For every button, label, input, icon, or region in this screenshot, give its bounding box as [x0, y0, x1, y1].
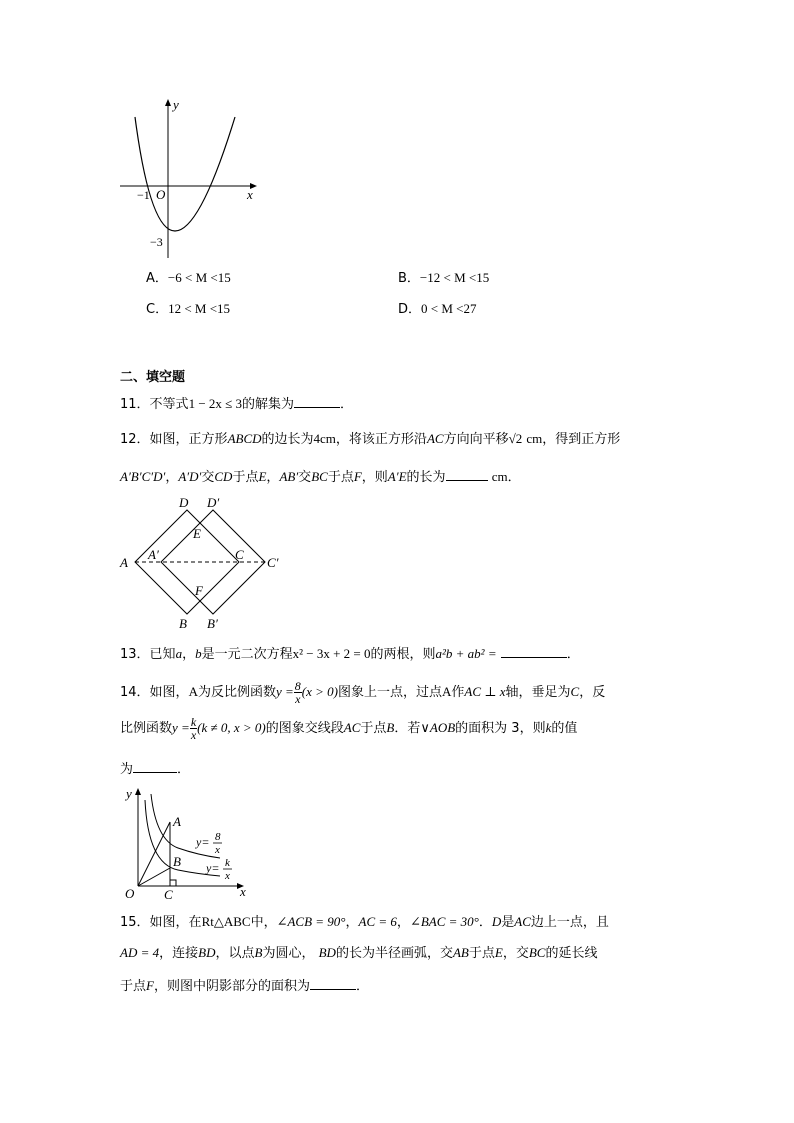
label-a: A [120, 555, 128, 570]
option-a[interactable] [146, 270, 231, 287]
option-d[interactable] [398, 301, 477, 318]
label-b: B [179, 616, 187, 631]
hyperbola-figure [118, 782, 258, 902]
q13-expression: a²b + ab² = [435, 646, 497, 661]
question-11 [120, 395, 353, 413]
question-14-line3: 为 ． [120, 762, 191, 777]
label-b: B [173, 854, 181, 869]
origin-label: O [156, 187, 166, 202]
label-c: C [164, 887, 173, 902]
question-14-line2: 比例函数y = $\frac{k}{x}$ (k ≠ 0, x > 0)的图象交线段AC于点B．若∨AOB的面积为 3，则k的值 [120, 715, 578, 742]
label-y2-den: x [225, 870, 230, 882]
q11-end: ． [340, 397, 354, 412]
q12-ac: AC [426, 431, 444, 446]
q11-inequality: 1 − 2x ≤ 3 [188, 396, 243, 411]
parabola-curve [135, 117, 235, 231]
label-c: C [235, 547, 244, 562]
question-15-line2: AD = 4，连接BD，以点B为圆心， BD的长为半径画弧，交AB于点E，交BC的延长线 [120, 945, 598, 961]
q11-answer-blank[interactable] [294, 395, 340, 408]
option-d-label: D． [398, 302, 422, 317]
question-12-line1 [120, 431, 620, 448]
label-y1-num: 8 [215, 831, 221, 843]
label-a: A [173, 814, 181, 829]
tick-neg3: −3 [150, 235, 163, 249]
label-d: D [179, 495, 189, 510]
origin-label: O [125, 886, 135, 901]
option-d-expr: 0 < M <27 [421, 301, 477, 316]
question-13: 13．已知a，b是一元二次方程x² − 3x + 2 = 0的两根，则a²b + ab² = ． [120, 646, 580, 662]
question-12-line2: A′B′C′D′，A′D′交CD于点E，AB′交BC于点F，则A′E的长为 cm． [120, 469, 521, 485]
squares-figure [115, 492, 295, 632]
q13-answer-blank[interactable] [501, 645, 567, 658]
q12-new-square: A′B′C′D′ [120, 469, 166, 484]
question-15-line1: 15．如图，在Rt△ABC中，∠ACB = 90°，AC = 6，∠BAC = 30°．D是AC边上一点，且 [120, 914, 609, 930]
q14-fraction-8-over-x: $\frac{8}{x}$ [294, 679, 301, 706]
question-15-line3: 于点F，则图中阴影部分的面积为 ． [120, 978, 369, 994]
q12-text: 如图，正方形 [149, 432, 228, 447]
y-axis-arrow [135, 788, 141, 795]
q12-shift: √2 [508, 431, 523, 446]
option-c-expr: 12 < M <15 [168, 301, 231, 316]
option-a-label: A． [146, 271, 168, 286]
q11-text1: 不等式 [149, 397, 189, 412]
y-axis-arrow [165, 99, 171, 106]
right-angle-mark [170, 880, 176, 886]
q11-number: 11． [120, 397, 150, 412]
y-axis-label: y [173, 97, 179, 112]
label-y1-den: x [215, 844, 220, 856]
q11-text2: 的解集为 [242, 397, 295, 412]
parabola-figure [115, 95, 265, 265]
q12-text: 的边长为 [261, 432, 314, 447]
q13-equation: x² − 3x + 2 = 0 [292, 646, 371, 661]
curve-y-8-over-x [151, 794, 220, 858]
q12-text: 方向向平移 [443, 432, 509, 447]
label-b-prime: B′ [207, 616, 218, 631]
q14-answer-blank[interactable] [133, 760, 177, 773]
label-c-prime: C′ [267, 555, 279, 570]
q12-unit: cm [526, 431, 543, 446]
q12-number: 12． [120, 432, 150, 447]
x-axis-label: x [247, 187, 253, 202]
q12-answer-blank[interactable] [446, 468, 488, 481]
section-title: 二、填空题 [120, 370, 186, 385]
label-y1: y= [196, 835, 210, 849]
q12-side-length: 4cm [313, 431, 336, 446]
label-d-prime: D′ [207, 495, 220, 510]
q12-square-name: ABCD [227, 431, 262, 446]
y-axis-label: y [126, 786, 132, 801]
question-14-line1: 14．如图，A为反比例函数y = $\frac{8}{x}$ (x > 0)图象上一点，过点A作AC ⊥ x轴，垂足为C，反 [120, 679, 606, 706]
label-y2: y= [206, 861, 220, 875]
segment-oa [138, 822, 170, 886]
q12-text: ，将该正方形沿 [335, 432, 427, 447]
q14-fraction-k-over-x: $\frac{k}{x}$ [190, 715, 197, 742]
q12-text: ，得到正方形 [542, 432, 621, 447]
tick-neg1: −1 [137, 188, 150, 202]
option-b-expr: −12 < M <15 [419, 270, 490, 285]
label-e: E [193, 526, 201, 541]
label-y2-num: k [225, 857, 230, 869]
option-c-label: C． [146, 302, 169, 317]
x-axis-label: x [240, 884, 246, 899]
option-a-expr: −6 < M <15 [167, 270, 231, 285]
option-c[interactable] [146, 301, 230, 318]
label-a-prime: A′ [148, 547, 159, 562]
option-b[interactable] [398, 270, 489, 287]
q15-answer-blank[interactable] [310, 977, 356, 990]
label-f: F [195, 583, 203, 598]
option-b-label: B． [398, 271, 420, 286]
